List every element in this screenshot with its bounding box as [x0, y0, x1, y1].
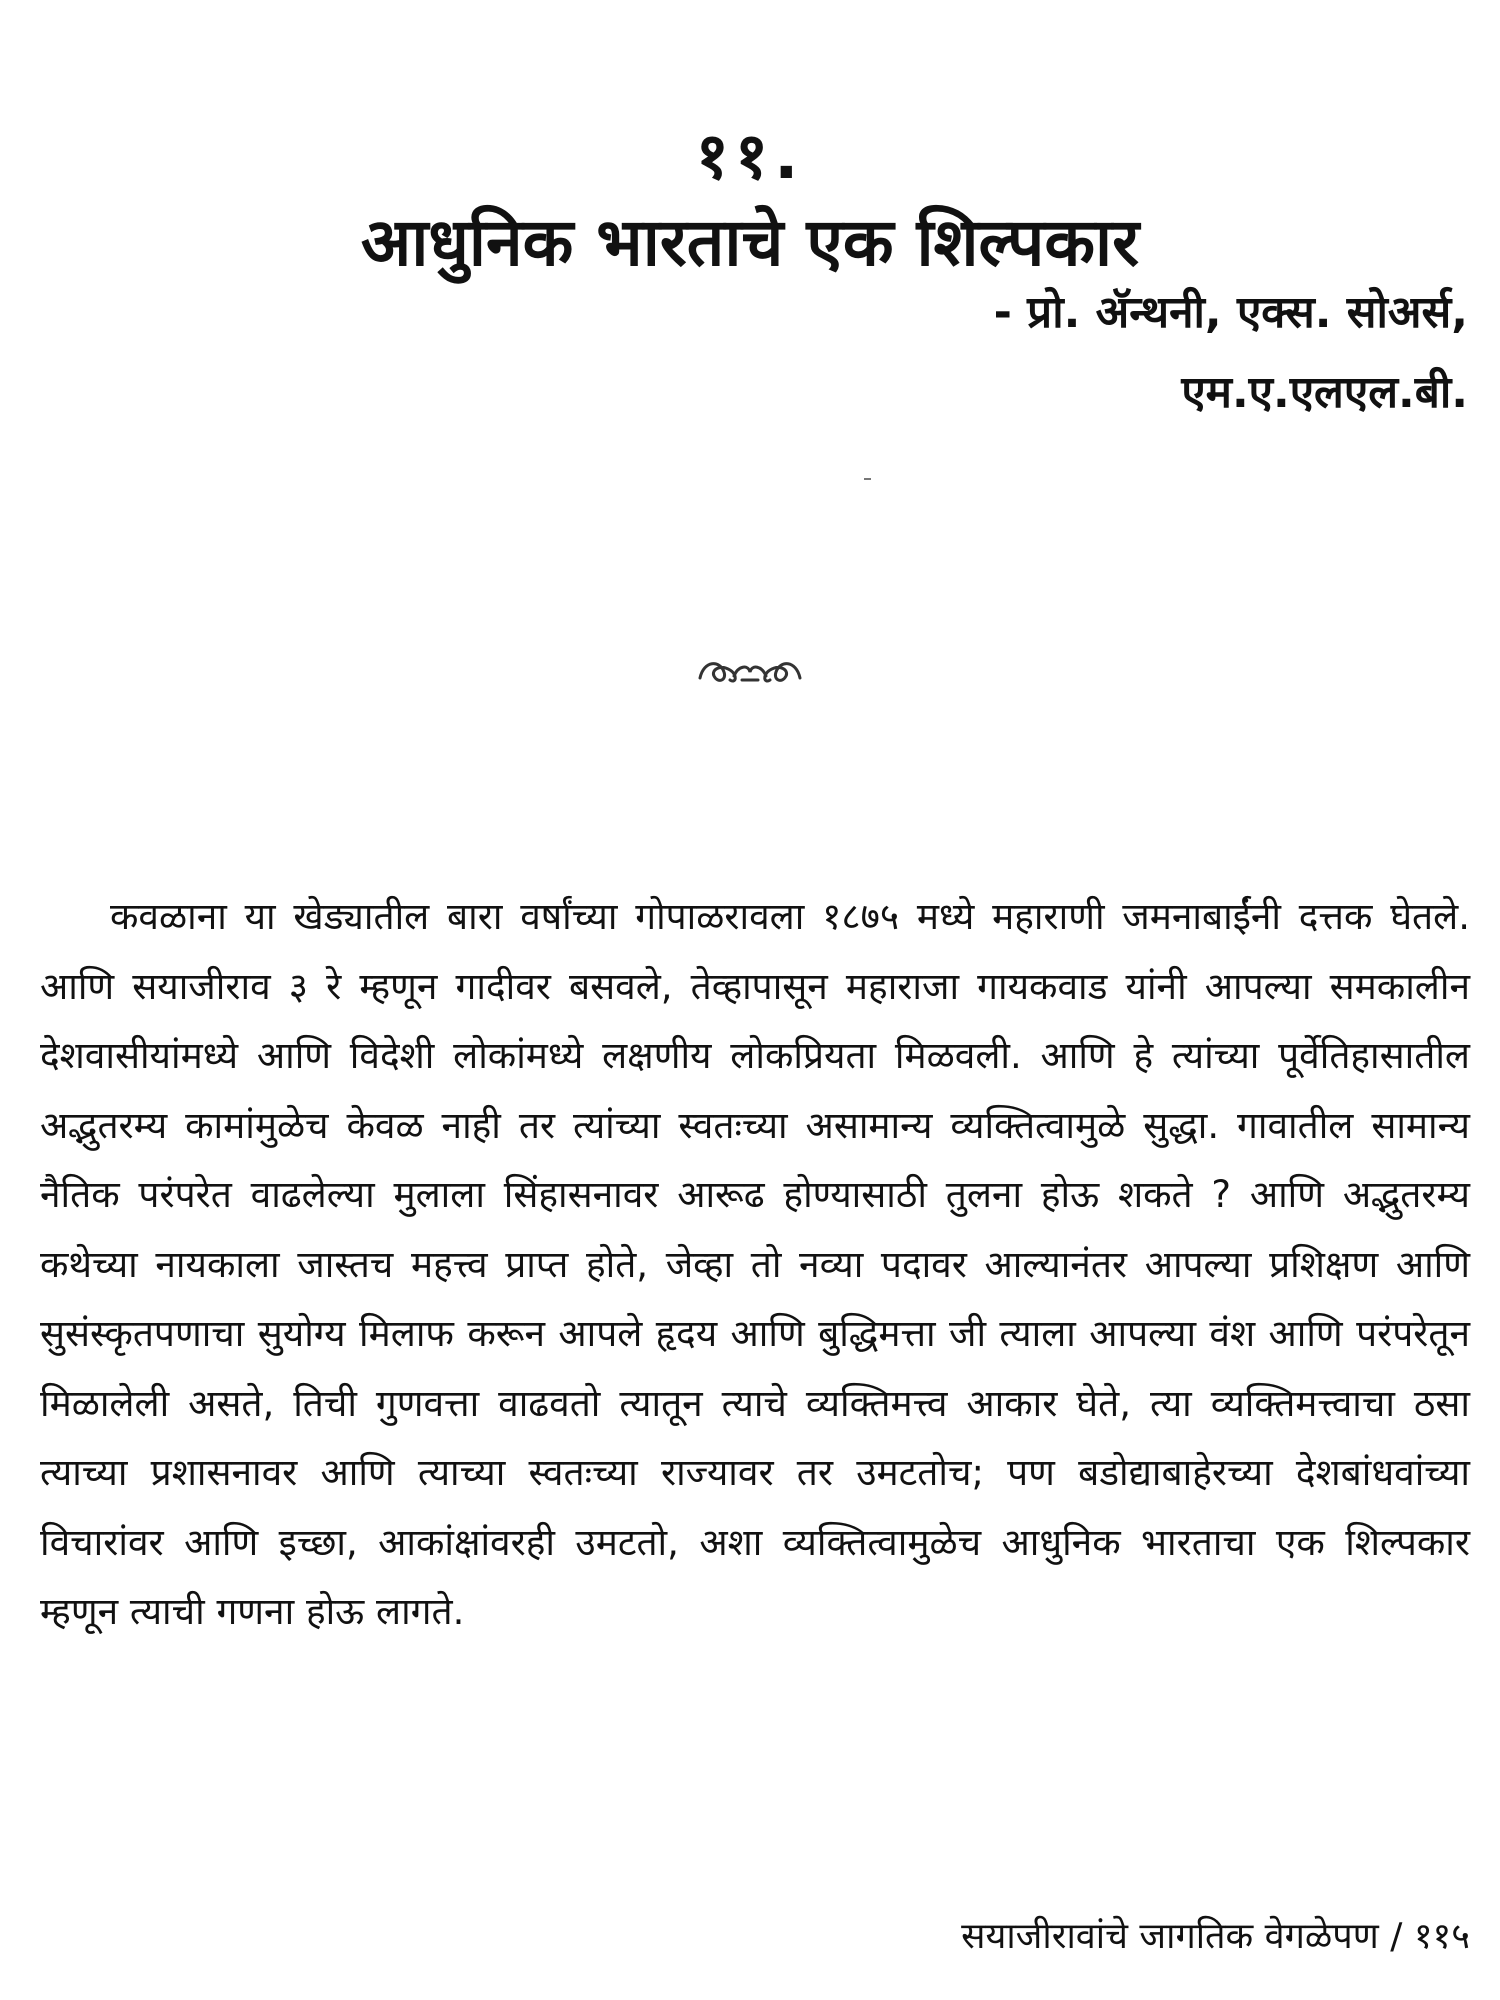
decorative-flourish-icon: [690, 650, 810, 690]
author-degree: एम.ए.एलएल.बी.: [1181, 367, 1468, 418]
chapter-title: आधुनिक भारताचे एक शिल्पकार: [360, 204, 1140, 281]
footer-separator: /: [1390, 1916, 1403, 1957]
author-name: - प्रो. ॲन्थनी, एक्स. सोअर्स,: [993, 287, 1468, 338]
body-paragraph: [40, 882, 1470, 1647]
footer-page-number: ११५: [1413, 1916, 1470, 1957]
chapter-number: ११.: [695, 120, 805, 194]
body-paragraph-text: कवळाना या खेड्यातील बारा वर्षांच्या गोपाळरावला १८७५ मध्ये महाराणी जमनाबाईंनी दत्तक घेतले. आणि सयाजीराव ३ रे म्हणून गादीवर बसवले, तेव्हापासून महाराजा गायकवाड यांनी आपल्या समकालीन देशवासीयांमध्ये आणि विदेशी लोकांमध्ये लक्षणीय लोकप्रियता मिळवली. आणि हे त्यांच्या पूर्वेतिहासातील अद्भुतरम्य कामांमुळेच केवळ नाही तर त्यांच्या स्वतःच्या असामान्य व्यक्तित्वामुळे सुद्धा. गावातील सामान्य नैतिक परंपरेत वाढलेल्या मुलाला सिंहासनावर आरूढ होण्यासाठी तुलना होऊ शकते ? आणि अद्भुतरम्य कथेच्या नायकाला जास्तच महत्त्व प्राप्त होते, जेव्हा तो नव्या पदावर आल्यानंतर आपल्या प्रशिक्षण आणि सुसंस्कृतपणाचा सुयोग्य मिलाफ करून आपले हृदय आणि बुद्धिमत्ता जी त्याला आपल्या वंश आणि परंपरेतून मिळालेली असते, तिची गुणवत्ता वाढवतो त्यातून त्याचे व्यक्तिमत्त्व आकार घेते, त्या व्यक्तिमत्त्वाचा ठसा त्याच्या प्रशासनावर आणि त्याच्या स्वतःच्या राज्यावर तर उमटतोच; पण बडोद्याबाहेरच्या देशबांधवांच्या विचारांवर आणि इच्छा, आकांक्षांवरही उमटतो, अशा व्यक्तित्वामुळेच आधुनिक भारताचा एक शिल्पकार म्हणून त्याची गणना होऊ लागते.: [40, 895, 1470, 1633]
print-mark: [864, 478, 871, 480]
page-footer: [961, 1910, 1470, 1959]
footer-book-title: सयाजीरावांचे जागतिक वेगळेपण: [961, 1916, 1379, 1957]
